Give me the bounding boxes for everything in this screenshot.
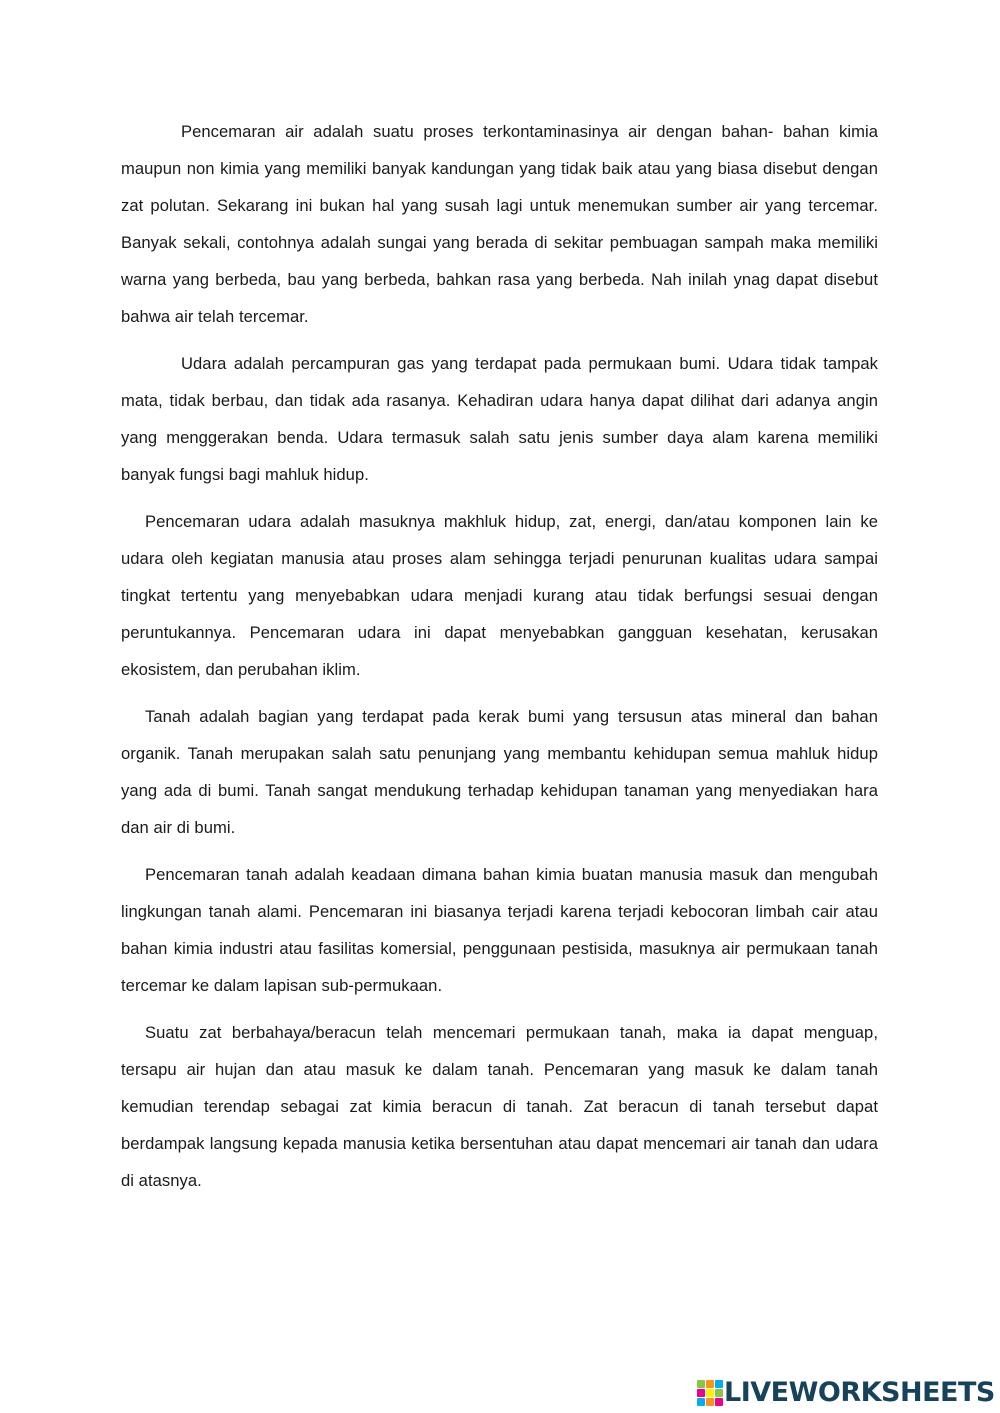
logo-square bbox=[715, 1380, 723, 1388]
logo-square bbox=[706, 1380, 714, 1388]
paragraph-pencemaran-air: Pencemaran air adalah suatu proses terkontaminasinya air dengan bahan- bahan kimia maupun non kimia yang memiliki banyak kandungan yang tidak baik atau yang biasa disebut dengan zat polutan. Sekarang ini bukan hal yang susah lagi untuk menemukan sumber air yang tercemar. Banyak sekali, contohnya adalah sungai yang berada di sekitar pembuagan sampah maka memiliki warna yang berbeda, bau yang berbeda, bahkan rasa yang berbeda. Nah inilah ynag dapat disebut bahwa air telah tercemar. bbox=[121, 122, 878, 326]
paragraph-zat-beracun: Suatu zat berbahaya/beracun telah mencemari permukaan tanah, maka ia dapat menguap, tersapu air hujan dan atau masuk ke dalam tanah. Pencemaran yang masuk ke dalam tanah kemudian terendap sebagai zat kimia beracun di tanah. Zat beracun di tanah tersebut dapat berdampak langsung kepada manusia ketika bersentuhan atau dapat mencemari air tanah dan udara di atasnya. bbox=[121, 1023, 878, 1190]
logo-square bbox=[697, 1398, 705, 1406]
paragraph-pencemaran-tanah: Pencemaran tanah adalah keadaan dimana bahan kimia buatan manusia masuk dan mengubah lingkungan tanah alami. Pencemaran ini biasanya terjadi karena terjadi kebocoran limbah cair atau bahan kimia industri atau fasilitas komersial, penggunaan pestisida, masuknya air permukaan tanah tercemar ke dalam lapisan sub-permukaan. bbox=[121, 865, 878, 995]
liveworksheets-brand bbox=[697, 1378, 995, 1408]
logo-square bbox=[697, 1380, 705, 1388]
document-body bbox=[121, 113, 878, 1209]
logo-square bbox=[706, 1389, 714, 1397]
liveworksheets-wordmark: LIVEWORKSHEETS bbox=[724, 1377, 995, 1408]
logo-square bbox=[715, 1389, 723, 1397]
logo-square bbox=[697, 1389, 705, 1397]
liveworksheets-logo-icon bbox=[697, 1380, 721, 1406]
logo-square bbox=[706, 1398, 714, 1406]
paragraph-udara: Udara adalah percampuran gas yang terdapat pada permukaan bumi. Udara tidak tampak mata, tidak berbau, dan tidak ada rasanya. Kehadiran udara hanya dapat dilihat dari adanya angin yang menggerakan benda. Udara termasuk salah satu jenis sumber daya alam karena memiliki banyak fungsi bagi mahluk hidup. bbox=[121, 354, 878, 484]
paragraph-pencemaran-udara: Pencemaran udara adalah masuknya makhluk hidup, zat, energi, dan/atau komponen lain ke udara oleh kegiatan manusia atau proses alam sehingga terjadi penurunan kualitas udara sampai tingkat tertentu yang menyebabkan udara menjadi kurang atau tidak berfungsi sesuai dengan peruntukannya. Pencemaran udara ini dapat menyebabkan gangguan kesehatan, kerusakan ekosistem, dan perubahan iklim. bbox=[121, 512, 878, 679]
logo-square bbox=[715, 1398, 723, 1406]
paragraph-tanah: Tanah adalah bagian yang terdapat pada kerak bumi yang tersusun atas mineral dan bahan organik. Tanah merupakan salah satu penunjang yang membantu kehidupan semua mahluk hidup yang ada di bumi. Tanah sangat mendukung terhadap kehidupan tanaman yang menyediakan hara dan air di bumi. bbox=[121, 707, 878, 837]
